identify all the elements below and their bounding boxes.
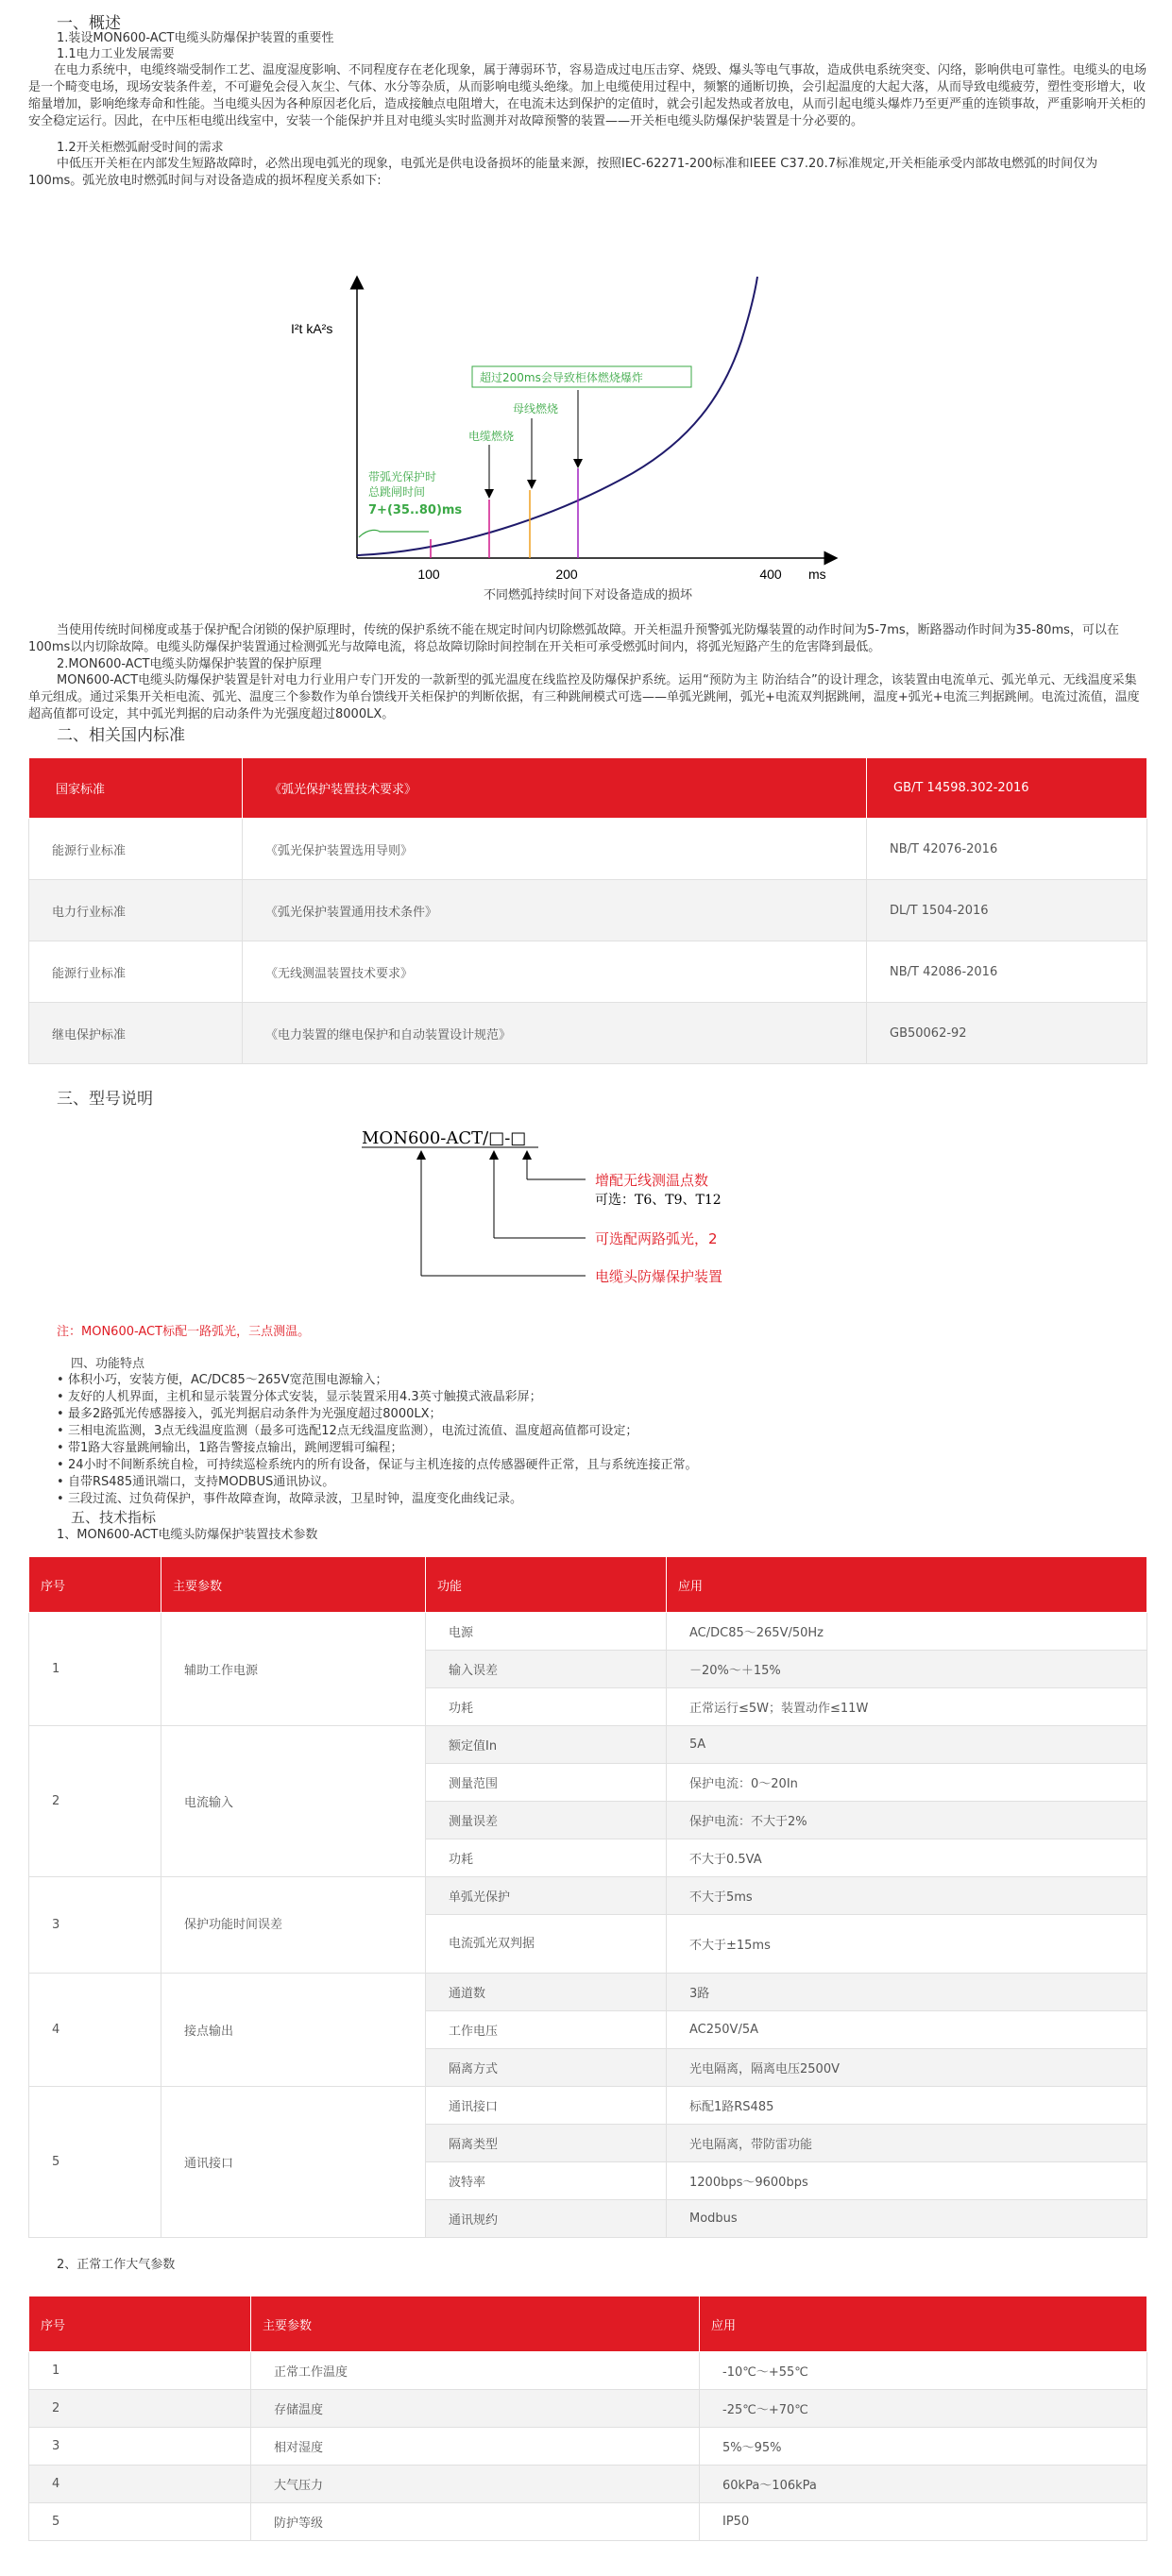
table-cell: 5%～95% [700, 2428, 1147, 2466]
x-axis-label: ms [808, 567, 826, 582]
table-header-cell: 功能 [426, 1557, 667, 1613]
table-cell: 标配1路RS485 [667, 2087, 1147, 2125]
table-cell: 正常工作温度 [251, 2352, 700, 2390]
paragraph: 当使用传统时间梯度或基于保护配合闭锁的保护原理时，传统的保护系统不能在规定时间内切除燃弧故障。开关柜温升预警弧光防爆装置的动作时间为5-7ms，断路器动作时间为35-80ms，可以在100ms以内切除故障。电缆头防爆保护装置通过检测弧光与故障电流，将总故障切除时间控制在开关柜可承受燃弧时间内，将弧光短路产生的危害降到最低。 [28, 623, 1119, 654]
table-cell: 测量范围 [426, 1764, 667, 1802]
table-header-cell: 序号 [29, 1557, 161, 1613]
list-item: • 带1路大容量跳闸输出，1路告警接点输出，跳闸逻辑可编程； [57, 1441, 403, 1455]
table-cell: 通讯接口 [426, 2087, 667, 2125]
chart-caption: 不同燃弧持续时间下对设备造成的损坏 [483, 588, 692, 602]
x-tick-label: 100 [417, 567, 440, 582]
subheading: 2、正常工作大气参数 [57, 2258, 176, 2272]
table-cell: DL/T 1504-2016 [867, 880, 1147, 941]
table-row [29, 2390, 1147, 2428]
table-cell: 2 [29, 2390, 251, 2428]
table-cell: 输入误差 [426, 1651, 667, 1688]
table-cell: 接点输出 [161, 1974, 426, 2087]
table-cell: 3 [29, 1877, 161, 1974]
table-cell: 通讯规约 [426, 2200, 667, 2238]
model-label-temperature: 增配无线测温点数 [595, 1172, 709, 1189]
table-cell: 电力行业标准 [29, 880, 243, 941]
table-row [29, 2428, 1147, 2466]
annotation-trip-line3: 7+(35..80)ms [368, 503, 463, 517]
list-item: • 体积小巧，安装方便，AC/DC85～265V宽范围电源输入； [57, 1373, 388, 1387]
table-cell: Modbus [667, 2200, 1147, 2238]
table-cell: 1 [29, 2352, 251, 2390]
environment-table [28, 2296, 1147, 2541]
list-item: • 最多2路弧光传感器接入，弧光判据启动条件为光强度超过8000LX； [57, 1407, 442, 1421]
table-cell: 能源行业标准 [29, 941, 243, 1003]
table-cell: 不大于±15ms [667, 1915, 1147, 1974]
annotation-burst: 超过200ms会导致柜体燃烧爆炸 [480, 371, 643, 384]
table-cell: 4 [29, 2466, 251, 2503]
table-cell: 大气压力 [251, 2466, 700, 2503]
section-heading-model: 三、型号说明 [57, 1090, 153, 1109]
list-item: • 友好的人机界面，主机和显示装置分体式安装，显示装置采用4.3英寸触摸式液晶彩屏； [57, 1390, 542, 1404]
spec-table [28, 1556, 1147, 2238]
table-cell: 正常运行≤5W；装置动作≤11W [667, 1688, 1147, 1726]
table-cell: 保护电流：不大于2% [667, 1802, 1147, 1839]
table-cell: IP50 [700, 2503, 1147, 2541]
table-cell: 3路 [667, 1974, 1147, 2011]
table-cell: 2 [29, 1726, 161, 1877]
table-header-cell: 序号 [29, 2296, 251, 2352]
page [28, 0, 1147, 2541]
table-row [29, 941, 1147, 1003]
table-cell: AC/DC85～265V/50Hz [667, 1613, 1147, 1651]
table-cell: 存储温度 [251, 2390, 700, 2428]
table-header-cell: 应用 [667, 1557, 1147, 1613]
table-cell: －20%～＋15% [667, 1651, 1147, 1688]
table-cell: 电流弧光双判据 [426, 1915, 667, 1974]
table-cell: 不大于0.5VA [667, 1839, 1147, 1877]
section-heading-overview: 一、概述 [57, 14, 121, 33]
table-cell: 4 [29, 1974, 161, 2087]
table-cell: 光电隔离，隔离电压2500V [667, 2049, 1147, 2087]
table-cell: 工作电压 [426, 2011, 667, 2049]
model-label-arc: 可选配两路弧光，2 [595, 1230, 718, 1247]
feature-list [28, 1372, 1147, 1508]
burn-time-chart [28, 190, 1147, 586]
table-row [29, 1613, 1147, 1651]
section-heading-specs: 五、技术指标 [71, 1509, 157, 1526]
table-row [29, 2503, 1147, 2541]
list-item: • 24小时不间断系统自检，可持续巡检系统内的所有设备，保证与主机连接的点传感器硬件正常，且与系统连接正常。 [57, 1458, 698, 1472]
section-heading-standards: 二、相关国内标准 [57, 726, 185, 745]
table-cell: 5 [29, 2503, 251, 2541]
table-cell: AC250V/5A [667, 2011, 1147, 2049]
table-cell: -25℃～+70℃ [700, 2390, 1147, 2428]
table-cell: 5A [667, 1726, 1147, 1764]
table-cell: 防护等级 [251, 2503, 700, 2541]
table-cell: 《电力装置的继电保护和自动装置设计规范》 [243, 1003, 867, 1064]
table-cell: GB50062-92 [867, 1003, 1147, 1064]
annotation-trip-line1: 带弧光保护时 [368, 470, 437, 483]
table-cell: 隔离方式 [426, 2049, 667, 2087]
table-cell: 功耗 [426, 1839, 667, 1877]
table-cell: -10℃～+55℃ [700, 2352, 1147, 2390]
table-cell: 光电隔离，带防雷功能 [667, 2125, 1147, 2162]
table-cell: 通道数 [426, 1974, 667, 2011]
x-tick-label: 200 [555, 567, 578, 582]
table-cell: 5 [29, 2087, 161, 2238]
table-cell: 3 [29, 2428, 251, 2466]
table-header-cell: 应用 [700, 2296, 1147, 2352]
model-diagram-svg [28, 1106, 1147, 1304]
table-cell: 继电保护标准 [29, 1003, 243, 1064]
table-cell: 《弧光保护装置选用导则》 [243, 819, 867, 880]
annotation-trip-line2: 总跳闸时间 [368, 485, 426, 499]
y-axis-label: I²t kA²s [291, 321, 333, 336]
table-header-cell: 主要参数 [161, 1557, 426, 1613]
table-cell: 电流输入 [161, 1726, 426, 1877]
table-cell: 保护功能时间误差 [161, 1877, 426, 1974]
table-cell: 单弧光保护 [426, 1877, 667, 1915]
table-cell: 不大于5ms [667, 1877, 1147, 1915]
chart-svg [28, 190, 1147, 586]
subheading: 1.1电力工业发展需要 [57, 47, 175, 61]
paragraph: MON600-ACT电缆头防爆保护装置是针对电力行业用户专门开发的一款新型的弧光温度在线监控及防爆保护系统。运用“预防为主 防治结合”的设计理念，该装置由电流单元、弧光单元、无线温度采集单元组成。通过采集开关柜电流、弧光、温度三个参数作为单台馈线开关柜保护的判断依据，有三种跳闸模式可选——单弧光跳闸，弧光+电流双判据跳闸，温度+弧光+电流三判据跳闸。电流过流值，温度超高值都可设定，其中弧光判据的启动条件为光强度超过8000LX。 [28, 673, 1140, 721]
paragraph: 中低压开关柜在内部发生短路故障时，必然出现电弧光的现象，电弧光是供电设备损坏的能量来源，按照IEC-62271-200标准和IEEE C37.20.7标准规定,开关柜能承受内部故电燃弧的时间仅为100ms。弧光放电时燃弧时间与对设备造成的损坏程度关系如下: [28, 157, 1098, 188]
table-cell: 波特率 [426, 2162, 667, 2200]
table-cell: 功耗 [426, 1688, 667, 1726]
table-cell: 通讯接口 [161, 2087, 426, 2238]
list-item: • 三相电流监测，3点无线温度监测（最多可选配12点无线温度监测），电流过流值、温度超高值都可设定； [57, 1424, 638, 1438]
model-code: MON600-ACT/□-□ [362, 1128, 527, 1148]
table-header-cell: 国家标准 [29, 758, 243, 819]
subheading: 1、MON600-ACT电缆头防爆保护装置技术参数 [57, 1528, 318, 1542]
list-item: • 自带RS485通讯端口，支持MODBUS通讯协议。 [57, 1475, 335, 1489]
table-cell: 相对湿度 [251, 2428, 700, 2466]
table-row [29, 1003, 1147, 1064]
table-cell: 《弧光保护装置通用技术条件》 [243, 880, 867, 941]
table-cell: 《无线测温装置技术要求》 [243, 941, 867, 1003]
table-cell: 额定值In [426, 1726, 667, 1764]
trip-bracket [359, 530, 429, 537]
x-tick-label: 400 [759, 567, 782, 582]
table-cell: 能源行业标准 [29, 819, 243, 880]
annotation-bus: 母线燃烧 [513, 402, 559, 415]
model-label-device: 电缆头防爆保护装置 [595, 1268, 723, 1285]
table-cell: 隔离类型 [426, 2125, 667, 2162]
table-row [29, 1726, 1147, 1764]
model-label-temperature-options: 可选：T6、T9、T12 [595, 1193, 722, 1208]
table-row [29, 2352, 1147, 2390]
table-cell: NB/T 42076-2016 [867, 819, 1147, 880]
subheading: 2.MON600-ACT电缆头防爆保护装置的保护原理 [57, 657, 322, 671]
list-item: • 三段过流、过负荷保护，事件故障查询，故障录波，卫星时钟，温度变化曲线记录。 [57, 1492, 523, 1506]
table-cell: NB/T 42086-2016 [867, 941, 1147, 1003]
table-header-cell: 《弧光保护装置技术要求》 [243, 758, 867, 819]
subheading: 1.2开关柜燃弧耐受时间的需求 [57, 141, 224, 155]
table-header-cell: GB/T 14598.302-2016 [867, 758, 1147, 819]
table-row [29, 2087, 1147, 2125]
section-heading-features: 四、功能特点 [71, 1357, 145, 1371]
table-cell: 1200bps～9600bps [667, 2162, 1147, 2200]
table-cell: 保护电流：0～20In [667, 1764, 1147, 1802]
table-row [29, 2466, 1147, 2503]
model-diagram [28, 1106, 1147, 1304]
standards-table [28, 757, 1147, 1064]
table-cell: 60kPa～106kPa [700, 2466, 1147, 2503]
table-row [29, 819, 1147, 880]
annotation-cable: 电缆燃烧 [468, 430, 515, 443]
table-cell: 1 [29, 1613, 161, 1726]
subheading: 1.装设MON600-ACT电缆头防爆保护装置的重要性 [57, 31, 334, 45]
table-cell: 测量误差 [426, 1802, 667, 1839]
table-cell: 辅助工作电源 [161, 1613, 426, 1726]
table-row [29, 1877, 1147, 1915]
table-row [29, 1974, 1147, 2011]
model-note: 注：MON600-ACT标配一路弧光，三点测温。 [57, 1325, 311, 1339]
table-header-cell: 主要参数 [251, 2296, 700, 2352]
table-cell: 电源 [426, 1613, 667, 1651]
table-row [29, 880, 1147, 941]
paragraph: 在电力系统中，电缆终端受制作工艺、温度湿度影响、不同程度存在老化现象，属于薄弱环节，容易造成过电压击穿、烧毁、爆头等电气事故，造成供电系统突变、闪络，影响供电可靠性。电缆头的电场是一个畸变电场，现场安装条件差，不可避免会侵入灰尘、气体、水分等杂质，从而影响电缆头绝缘。加上电缆使用过程中，频繁的通断切换，会引起温度的大起大落，从而导致电缆疲劳，塑性变形增大，收缩量增加，影响绝缘寿命和性能。当电缆头因为各种原因老化后，造成接触点电阻增大，在电流未达到保护的定值时，就会引起发热或者放电，从而引起电缆头爆炸乃至更严重的连锁事故，严重影响开关柜的安全稳定运行。因此，在中压柜电缆出线室中，安装一个能保护并且对电缆头实时监测并对故障预警的装置——开关柜电缆头防爆保护装置是十分必要的。 [28, 63, 1147, 128]
